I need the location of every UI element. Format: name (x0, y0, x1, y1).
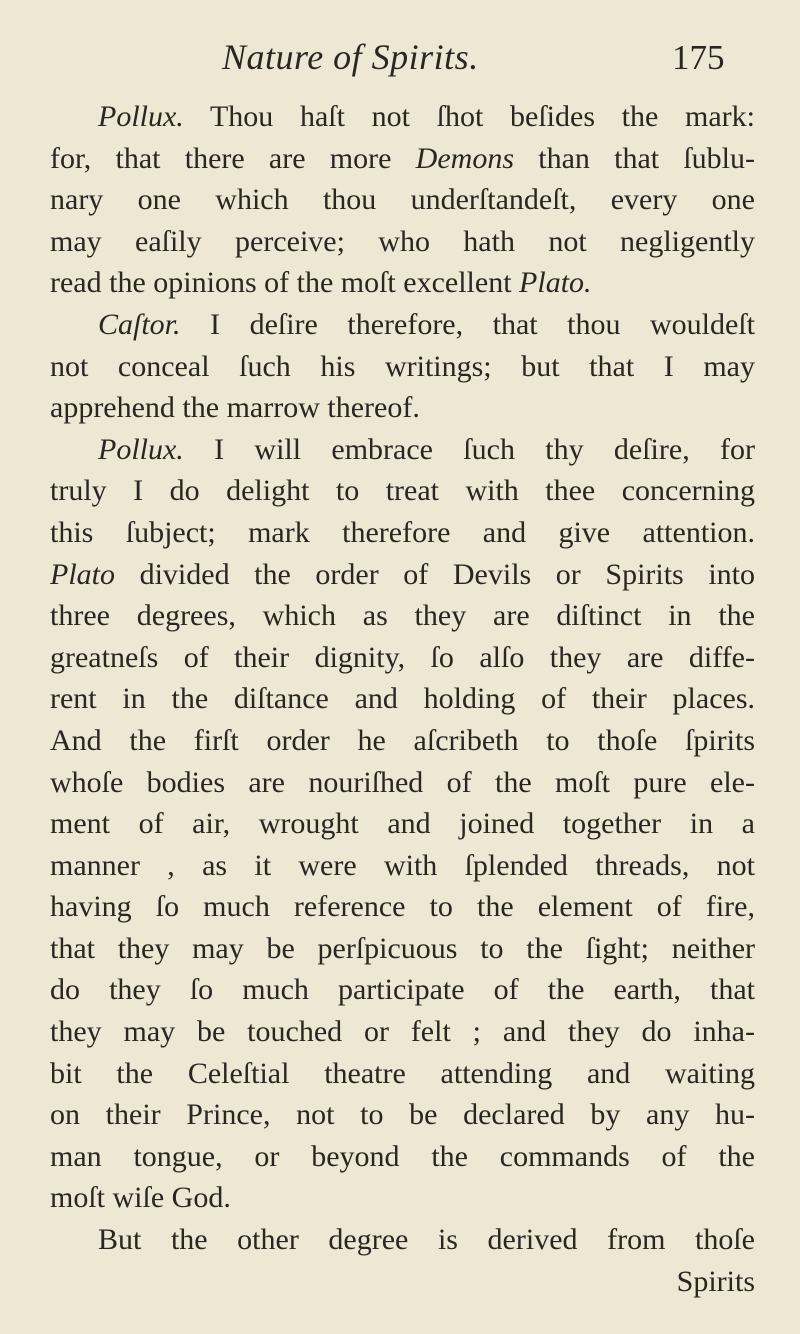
text-line: three degrees, which as they are diſtinct in the (50, 599, 755, 633)
text-line: they may be touched or felt ; and they do inha- (50, 1015, 755, 1049)
line-text: I deſire therefore, that thou wouldeſt (180, 307, 755, 341)
text-line (50, 262, 755, 304)
running-title: Nature of Spirits. (222, 37, 479, 77)
text-line: nary one which thou underſtandeſt, every one (50, 183, 755, 217)
body-text (50, 96, 755, 1302)
page-number: 175 (672, 38, 725, 77)
text-line: may eaſily perceive; who hath not negligently (50, 224, 755, 258)
text-line: But the other degree is derived from thoſe (98, 1223, 755, 1257)
text-line: not conceal ſuch his writings; but that I may (50, 349, 755, 383)
text-line (50, 96, 755, 138)
text-line: manner , as it were with ſplended threads, not (50, 848, 755, 882)
text-line: that they may be perſpicuous to the ſight; neither (50, 931, 755, 965)
text-line (50, 429, 755, 471)
line-text: divided the order of Devils or Spirits into (115, 557, 755, 591)
text-line: man tongue, or beyond the commands of the (50, 1139, 755, 1173)
speaker-name: Caſtor. (98, 307, 181, 341)
text-line: truly I do delight to treat with thee concerning (50, 474, 755, 508)
line-text: read the opinions of the moſt excellent (50, 266, 520, 300)
italic-term: Plato. (519, 266, 592, 300)
text-line (50, 304, 755, 346)
text-line: moſt wiſe God. (50, 1181, 231, 1215)
text-line: ment of air, wrought and joined together in a (50, 807, 755, 841)
text-line: greatneſs of their dignity, ſo alſo they are diffe- (50, 640, 755, 674)
line-text: I will embrace ſuch thy deſire, for (183, 432, 755, 466)
speaker-name: Pollux. (98, 100, 184, 133)
line-text: Thou haſt not ſhot beſides the mark: (183, 100, 755, 133)
speaker-name: Pollux. (98, 432, 184, 466)
italic-term: Plato (50, 557, 115, 591)
text-line: whoſe bodies are nouriſhed of the moſt pure ele- (50, 765, 755, 799)
text-line: do they ſo much participate of the earth, that (50, 973, 755, 1007)
text-line: this ſubject; mark therefore and give attention. (50, 515, 755, 549)
text-line: having ſo much reference to the element of fire, (50, 890, 755, 924)
text-line: on their Prince, not to be declared by any hu- (50, 1098, 755, 1132)
catchword: Spirits (676, 1264, 755, 1298)
running-head (0, 36, 800, 80)
text-line: rent in the diſtance and holding of their places. (50, 682, 755, 716)
line-text: than that ſublu- (514, 141, 756, 175)
text-line: bit the Celeſtial theatre attending and waiting (50, 1056, 755, 1090)
line-text: for, that there are more (50, 141, 416, 175)
text-line: And the firſt order he aſcribeth to thoſe ſpirits (50, 723, 755, 757)
text-line (50, 138, 755, 180)
text-line: apprehend the marrow thereof. (50, 391, 420, 425)
italic-term: Demons (415, 141, 514, 175)
text-line (50, 554, 755, 596)
